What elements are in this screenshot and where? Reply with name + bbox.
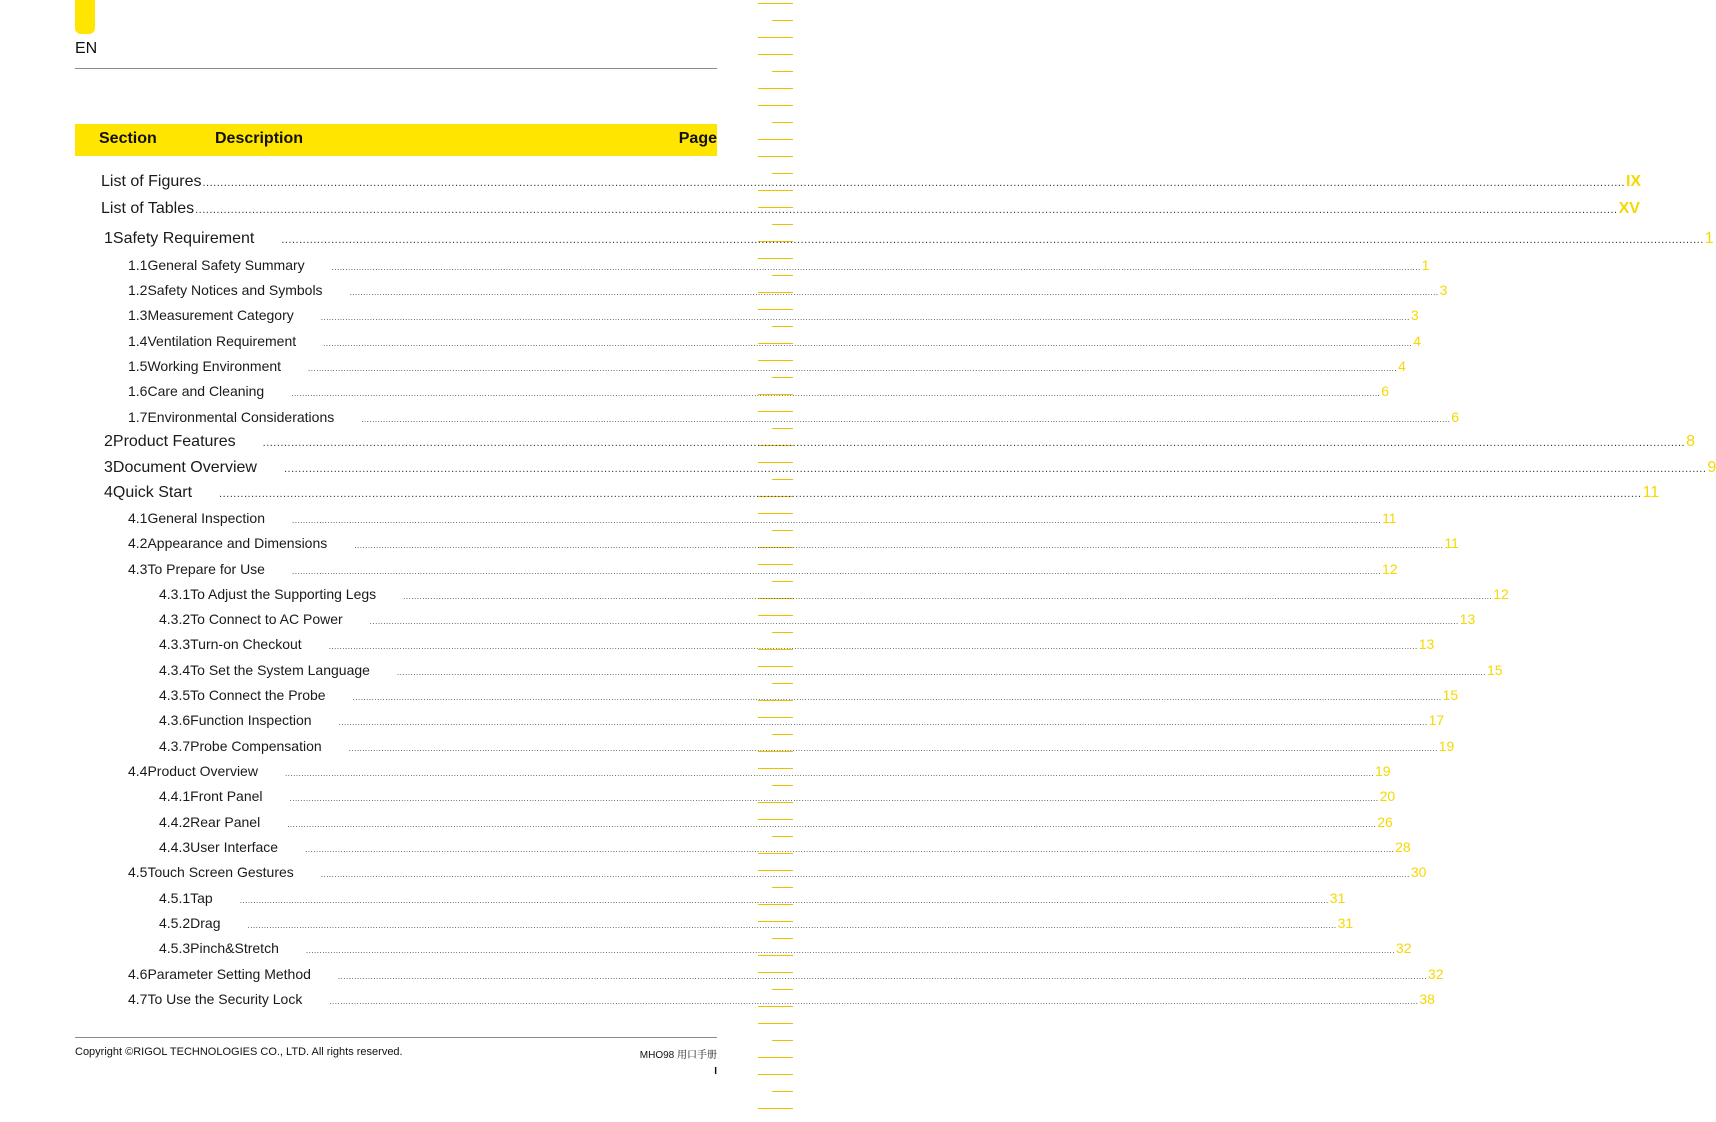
margin-line (772, 734, 793, 735)
toc-entry-number: 4.3.3 (159, 636, 191, 652)
toc-entry-title: To Connect to AC Power (190, 611, 343, 627)
toc-leader-dots: ................................................................................................................................................................................................................................................................................................................................................................................................................ (337, 972, 1427, 981)
toc-entry[interactable] (104, 230, 1714, 248)
margin-line (772, 326, 793, 327)
toc-entry-title: Product Features (112, 433, 236, 450)
toc-entry-page: 31 (1329, 890, 1346, 906)
toc-entry-number: 4.1 (128, 510, 148, 526)
toc-entry[interactable] (101, 200, 1640, 218)
toc-entry-page: 3 (1410, 307, 1419, 323)
toc-leader-dots: ................................................................................................................................................................................................................................................................................................................................................................................................................ (292, 516, 1382, 525)
margin-line (758, 37, 793, 38)
toc-entry-title: Quick Start (112, 484, 193, 501)
toc-entry[interactable] (159, 636, 1435, 652)
toc-entry-number: 1.4 (128, 333, 148, 349)
toc-leader-dots: ................................................................................................................................................................................................................................................................................................................................................................................................................ (291, 567, 1382, 576)
margin-line (772, 1040, 793, 1041)
toc-entry-page: 20 (1379, 788, 1396, 804)
toc-entry-page: 3 (1439, 282, 1448, 298)
toc-entry-title: Safety Notices and Symbols (147, 282, 323, 298)
toc-entry-page: 38 (1419, 991, 1435, 1007)
toc-entry-title: Function Inspection (190, 712, 312, 728)
toc-header-description: Description (215, 130, 304, 147)
margin-line (758, 258, 793, 259)
toc-entry-page: 4 (1413, 333, 1421, 349)
toc-entry-number: 4.4.2 (159, 814, 191, 830)
toc-entry-title: General Safety Summary (147, 257, 305, 273)
toc-entry-title: Rear Panel (190, 814, 261, 830)
toc-entry[interactable] (128, 307, 1419, 323)
toc-entry-number: 4 (104, 484, 113, 501)
toc-entry-title: Document Overview (112, 459, 257, 476)
toc-entry[interactable] (128, 535, 1459, 551)
toc-entry-number: 1 (104, 230, 113, 247)
toc-entry-title: Probe Compensation (190, 738, 322, 754)
margin-line (758, 666, 793, 667)
toc-entry[interactable] (128, 383, 1390, 399)
toc-entry-title: Safety Requirement (112, 230, 255, 247)
toc-entry-title: List of Tables (101, 200, 195, 217)
toc-entry-number: 4.3.5 (159, 687, 191, 703)
margin-line (758, 309, 793, 310)
margin-line (772, 479, 793, 480)
margin-line (772, 428, 793, 429)
toc-entry-title: To Connect the Probe (190, 687, 326, 703)
margin-line (772, 20, 793, 21)
toc-leader-dots: ................................................................................................................................................................................................................................................................................................................................................................................................................ (320, 313, 1410, 322)
toc-entry[interactable] (159, 712, 1445, 728)
margin-line (772, 683, 793, 684)
toc-entry[interactable] (128, 409, 1460, 425)
toc-entry[interactable] (128, 966, 1444, 982)
toc-leader-dots: ................................................................................................................................................................................................................................................................................................................................................................................................................ (361, 415, 1451, 424)
margin-line (758, 105, 793, 106)
margin-line (758, 360, 793, 361)
margin-line (758, 190, 793, 191)
margin-line (758, 1006, 793, 1007)
toc-leader-dots: ................................................................................................................................................................................................................................................................................................................................................................................................................ (247, 921, 1337, 930)
toc-leader-dots: ................................................................................................................................................................................................................................................................................................................................................................................................................ (219, 488, 1642, 500)
toc-leader-dots: ................................................................................................................................................................................................................................................................................................................................................................................................................ (348, 744, 1438, 753)
toc-header-bar (75, 124, 717, 156)
margin-line (772, 173, 793, 174)
margin-line (772, 785, 793, 786)
margin-line (758, 615, 793, 616)
toc-entry-title: Drag (190, 915, 221, 931)
toc-entry-page: 11 (1382, 510, 1397, 526)
margin-line (758, 1108, 793, 1109)
toc-entry[interactable] (128, 358, 1406, 374)
toc-leader-dots: ................................................................................................................................................................................................................................................................................................................................................................................................................ (305, 946, 1395, 955)
toc-entry[interactable] (128, 561, 1398, 577)
margin-line (772, 989, 793, 990)
margin-line (772, 632, 793, 633)
margin-line (758, 955, 793, 956)
toc-entry-page: 32 (1427, 966, 1444, 982)
toc-leader-dots: ................................................................................................................................................................................................................................................................................................................................................................................................................ (262, 437, 1686, 449)
margin-line (772, 275, 793, 276)
margin-line (772, 581, 793, 582)
toc-entry-title: General Inspection (147, 510, 265, 526)
margin-line (772, 71, 793, 72)
margin-line (772, 377, 793, 378)
toc-leader-dots: ................................................................................................................................................................................................................................................................................................................................................................................................................ (291, 389, 1381, 398)
toc-leader-dots: ................................................................................................................................................................................................................................................................................................................................................................................................................ (283, 463, 1707, 475)
toc-entry-number: 4.5 (128, 864, 148, 880)
toc-leader-dots: ................................................................................................................................................................................................................................................................................................................................................................................................................ (281, 234, 1704, 246)
toc-entry[interactable] (128, 864, 1427, 880)
toc-entry[interactable] (104, 484, 1660, 502)
toc-entry-title: Care and Cleaning (147, 383, 265, 399)
toc-entry-title: To Adjust the Supporting Legs (190, 586, 377, 602)
toc-entry-page: 26 (1377, 814, 1393, 830)
toc-entry-number: 4.3.1 (159, 586, 191, 602)
toc-entry-title: Ventilation Requirement (147, 333, 297, 349)
header-divider (75, 68, 717, 69)
toc-entry[interactable] (159, 738, 1455, 754)
toc-entry-number: 4.3.4 (159, 662, 191, 678)
toc-entry-page: 19 (1438, 738, 1455, 754)
toc-entry-page: 11 (1642, 484, 1660, 501)
toc-leader-dots: ................................................................................................................................................................................................................................................................................................................................................................................................................ (396, 668, 1486, 677)
toc-entry-title: Parameter Setting Method (147, 966, 311, 982)
toc-entry[interactable] (104, 433, 1696, 451)
toc-entry[interactable] (159, 662, 1503, 678)
toc-entry-title: Pinch&Stretch (190, 940, 279, 956)
toc-entry-number: 2 (104, 433, 113, 450)
margin-line (758, 1057, 793, 1058)
toc-entry-page: 17 (1428, 712, 1445, 728)
toc-entry-number: 1.5 (128, 358, 148, 374)
toc-leader-dots: ................................................................................................................................................................................................................................................................................................................................................................................................................ (338, 718, 1428, 727)
toc-entry-number: 3 (104, 459, 113, 476)
toc-entry[interactable] (159, 814, 1393, 830)
toc-entry[interactable] (128, 763, 1391, 779)
document-name: MHO98 用口手册 (639, 1050, 717, 1061)
margin-line (758, 139, 793, 140)
toc-entry-page: 6 (1381, 383, 1390, 399)
toc-entry-number: 4.5.3 (159, 940, 191, 956)
toc-entry[interactable] (104, 459, 1716, 477)
toc-entry-title: User Interface (190, 839, 279, 855)
toc-entry-title: Tap (190, 890, 213, 906)
toc-entry-title: Turn-on Checkout (190, 636, 302, 652)
toc-leader-dots: ................................................................................................................................................................................................................................................................................................................................................................................................................ (305, 845, 1395, 854)
toc-leader-dots: ................................................................................................................................................................................................................................................................................................................................................................................................................ (289, 794, 1379, 803)
toc-entry-title: Environmental Considerations (147, 409, 335, 425)
toc-leader-dots: ................................................................................................................................................................................................................................................................................................................................................................................................................ (403, 592, 1493, 601)
toc-entry-number: 1.7 (128, 409, 148, 425)
margin-line (758, 1023, 793, 1024)
toc-entry-number: 4.4.1 (159, 788, 191, 804)
margin-line (772, 122, 793, 123)
toc-entry-title: Touch Screen Gestures (147, 864, 294, 880)
toc-entry-number: 4.3 (128, 561, 148, 577)
toc-entry[interactable] (128, 257, 1430, 273)
toc-entry-page: 19 (1375, 763, 1391, 779)
toc-leader-dots: ................................................................................................................................................................................................................................................................................................................................................................................................................ (328, 642, 1418, 651)
toc-entry-number: 1.1 (128, 257, 148, 273)
toc-entry-page: 12 (1493, 586, 1509, 602)
toc-entry[interactable] (128, 991, 1435, 1007)
toc-entry[interactable] (159, 788, 1396, 804)
toc-leader-dots: ................................................................................................................................................................................................................................................................................................................................................................................................................ (323, 339, 1413, 348)
toc-entry-title: To Set the System Language (190, 662, 370, 678)
toc-entry-page: 8 (1686, 433, 1696, 450)
toc-leader-dots: ................................................................................................................................................................................................................................................................................................................................................................................................................ (329, 997, 1419, 1006)
margin-line (772, 887, 793, 888)
toc-leader-dots: ................................................................................................................................................................................................................................................................................................................................................................................................................ (195, 204, 1618, 216)
toc-leader-dots: ................................................................................................................................................................................................................................................................................................................................................................................................................ (331, 263, 1421, 272)
toc-entry[interactable] (159, 940, 1412, 956)
margin-line (758, 513, 793, 514)
toc-entry-page: 30 (1410, 864, 1427, 880)
toc-entry-page: 15 (1442, 687, 1459, 703)
toc-entry[interactable] (101, 173, 1642, 191)
toc-entry-page: 28 (1395, 839, 1411, 855)
toc-leader-dots: ................................................................................................................................................................................................................................................................................................................................................................................................................ (287, 820, 1377, 829)
toc-entry-page: XV (1618, 200, 1640, 217)
toc-entry-number: 4.2 (128, 535, 148, 551)
toc-entry-number: 4.3.6 (159, 712, 191, 728)
toc-entry[interactable] (128, 333, 1421, 349)
toc-entry-page: 12 (1382, 561, 1398, 577)
toc-entry-page: 1 (1421, 257, 1430, 273)
toc-entry-title: To Use the Security Lock (147, 991, 303, 1007)
toc-entry-page: 1 (1704, 230, 1714, 247)
toc-entry-title: Front Panel (190, 788, 263, 804)
section-tab-marker (75, 0, 95, 34)
toc-leader-dots: ................................................................................................................................................................................................................................................................................................................................................................................................................ (369, 617, 1459, 626)
toc-entry-page: 13 (1459, 611, 1476, 627)
copyright-text: Copyright ©RIGOL TECHNOLOGIES CO., LTD. All rights reserved. (75, 1046, 403, 1058)
margin-line (758, 156, 793, 157)
language-label: EN (75, 40, 98, 57)
toc-entry-page: 15 (1487, 662, 1503, 678)
toc-entry[interactable] (159, 915, 1354, 931)
toc-entry-page: IX (1625, 173, 1642, 190)
toc-entry-page: 31 (1337, 915, 1354, 931)
toc-entry-number: 4.5.1 (159, 890, 191, 906)
toc-leader-dots: ................................................................................................................................................................................................................................................................................................................................................................................................................ (308, 364, 1398, 373)
toc-entry-number: 4.4.3 (159, 839, 191, 855)
margin-line (772, 938, 793, 939)
toc-entry[interactable] (128, 282, 1448, 298)
toc-header-section: Section (99, 130, 157, 147)
toc-entry-number: 4.3.2 (159, 611, 191, 627)
toc-leader-dots: ................................................................................................................................................................................................................................................................................................................................................................................................................ (354, 541, 1444, 550)
footer-divider (75, 1037, 717, 1038)
margin-line (772, 224, 793, 225)
margin-line (758, 54, 793, 55)
toc-entry-page: 9 (1707, 459, 1716, 476)
page-number: I (714, 1066, 717, 1077)
toc-entry-title: To Prepare for Use (147, 561, 265, 577)
toc-entry-number: 4.5.2 (159, 915, 191, 931)
toc-entry-number: 4.6 (128, 966, 148, 982)
toc-leader-dots: ................................................................................................................................................................................................................................................................................................................................................................................................................ (352, 693, 1442, 702)
margin-line (758, 564, 793, 565)
toc-entry-number: 1.3 (128, 307, 148, 323)
toc-entry-number: 4.7 (128, 991, 148, 1007)
toc-entry-number: 4.4 (128, 763, 148, 779)
toc-entry[interactable] (159, 586, 1509, 602)
margin-line (758, 1074, 793, 1075)
toc-entry-number: 1.2 (128, 282, 148, 298)
toc-header-page: Page (678, 130, 717, 147)
toc-leader-dots: ................................................................................................................................................................................................................................................................................................................................................................................................................ (202, 177, 1625, 189)
margin-line (772, 530, 793, 531)
toc-leader-dots: ................................................................................................................................................................................................................................................................................................................................................................................................................ (320, 870, 1410, 879)
margin-line (758, 411, 793, 412)
toc-entry-number: 4.3.7 (159, 738, 191, 754)
toc-entry[interactable] (159, 890, 1346, 906)
toc-entry-title: Product Overview (147, 763, 258, 779)
toc-entry[interactable] (128, 510, 1397, 526)
margin-line (772, 1091, 793, 1092)
toc-leader-dots: ................................................................................................................................................................................................................................................................................................................................................................................................................ (284, 769, 1375, 778)
toc-entry-page: 4 (1398, 358, 1406, 374)
toc-entry[interactable] (159, 611, 1476, 627)
toc-leader-dots: ................................................................................................................................................................................................................................................................................................................................................................................................................ (239, 896, 1329, 905)
toc-entry-page: 6 (1451, 409, 1460, 425)
toc-entry-number: 1.6 (128, 383, 148, 399)
toc-entry-title: List of Figures (101, 173, 202, 190)
margin-line (758, 88, 793, 89)
toc-entry-page: 13 (1418, 636, 1435, 652)
toc-entry-title: Measurement Category (147, 307, 294, 323)
toc-entry[interactable] (159, 687, 1459, 703)
toc-entry[interactable] (159, 839, 1411, 855)
toc-leader-dots: ................................................................................................................................................................................................................................................................................................................................................................................................................ (349, 288, 1439, 297)
margin-line (758, 3, 793, 4)
margin-line (772, 836, 793, 837)
toc-entry-page: 32 (1395, 940, 1412, 956)
toc-entry-title: Working Environment (147, 358, 282, 374)
toc-entry-title: Appearance and Dimensions (147, 535, 328, 551)
toc-entry-page: 11 (1444, 535, 1459, 551)
